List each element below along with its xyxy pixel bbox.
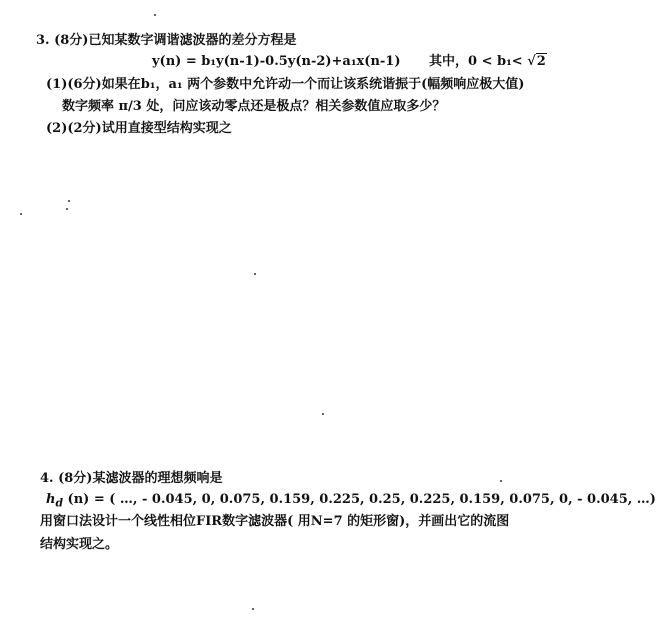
q4-line1: 用窗口法设计一个线性相位FIR数字滤波器( 用N=7 的矩形窗)，并画出它的流图 (40, 514, 510, 529)
q3-part2: (2)(2分)试用直接型结构实现之 (46, 121, 232, 136)
q4-h-values: (n) = ( …, - 0.045, 0, 0.075, 0.159, 0.225, 0.25, 0.225, 0.159, 0.075, 0, - 0.045, …) (63, 492, 656, 507)
scan-speck (322, 413, 324, 415)
scan-speck (66, 208, 68, 210)
q4-line2: 结构实现之。 (40, 537, 119, 552)
scan-speck (20, 213, 22, 215)
q3-part1-line2: 数字频率 π/3 处，问应该动零点还是极点？相关参数值应取多少？ (62, 99, 446, 114)
q3-part1-line1: (1)(6分)如果在b₁，a₁ 两个参数中允许动一个而让该系统谐振于(幅频响应极大值) (46, 77, 525, 92)
q3-equation-text: y(n) = b₁y(n-1)-0.5y(n-2)+a₁x(n-1) (152, 54, 401, 69)
scan-speck (252, 608, 254, 610)
q4-impulse-response (46, 492, 656, 512)
scan-speck (68, 200, 70, 202)
q4-h-sub: d (55, 496, 64, 510)
q3-difference-equation (152, 54, 547, 70)
q3-where-radicand: 2 (536, 54, 546, 69)
q3-title: 3. (8分)已知某数字调谐滤波器的差分方程是 (36, 33, 297, 48)
scan-speck (154, 14, 156, 16)
q3-where-condition (429, 54, 547, 69)
scan-speck (500, 480, 502, 482)
q4-h-label: h (46, 492, 56, 507)
scan-speck (254, 273, 256, 275)
sqrt-icon: √2 (527, 54, 546, 69)
q3-where-prefix: 其中，0 < b₁< (429, 54, 528, 69)
q4-title: 4. (8分)某滤波器的理想频响是 (40, 471, 223, 486)
